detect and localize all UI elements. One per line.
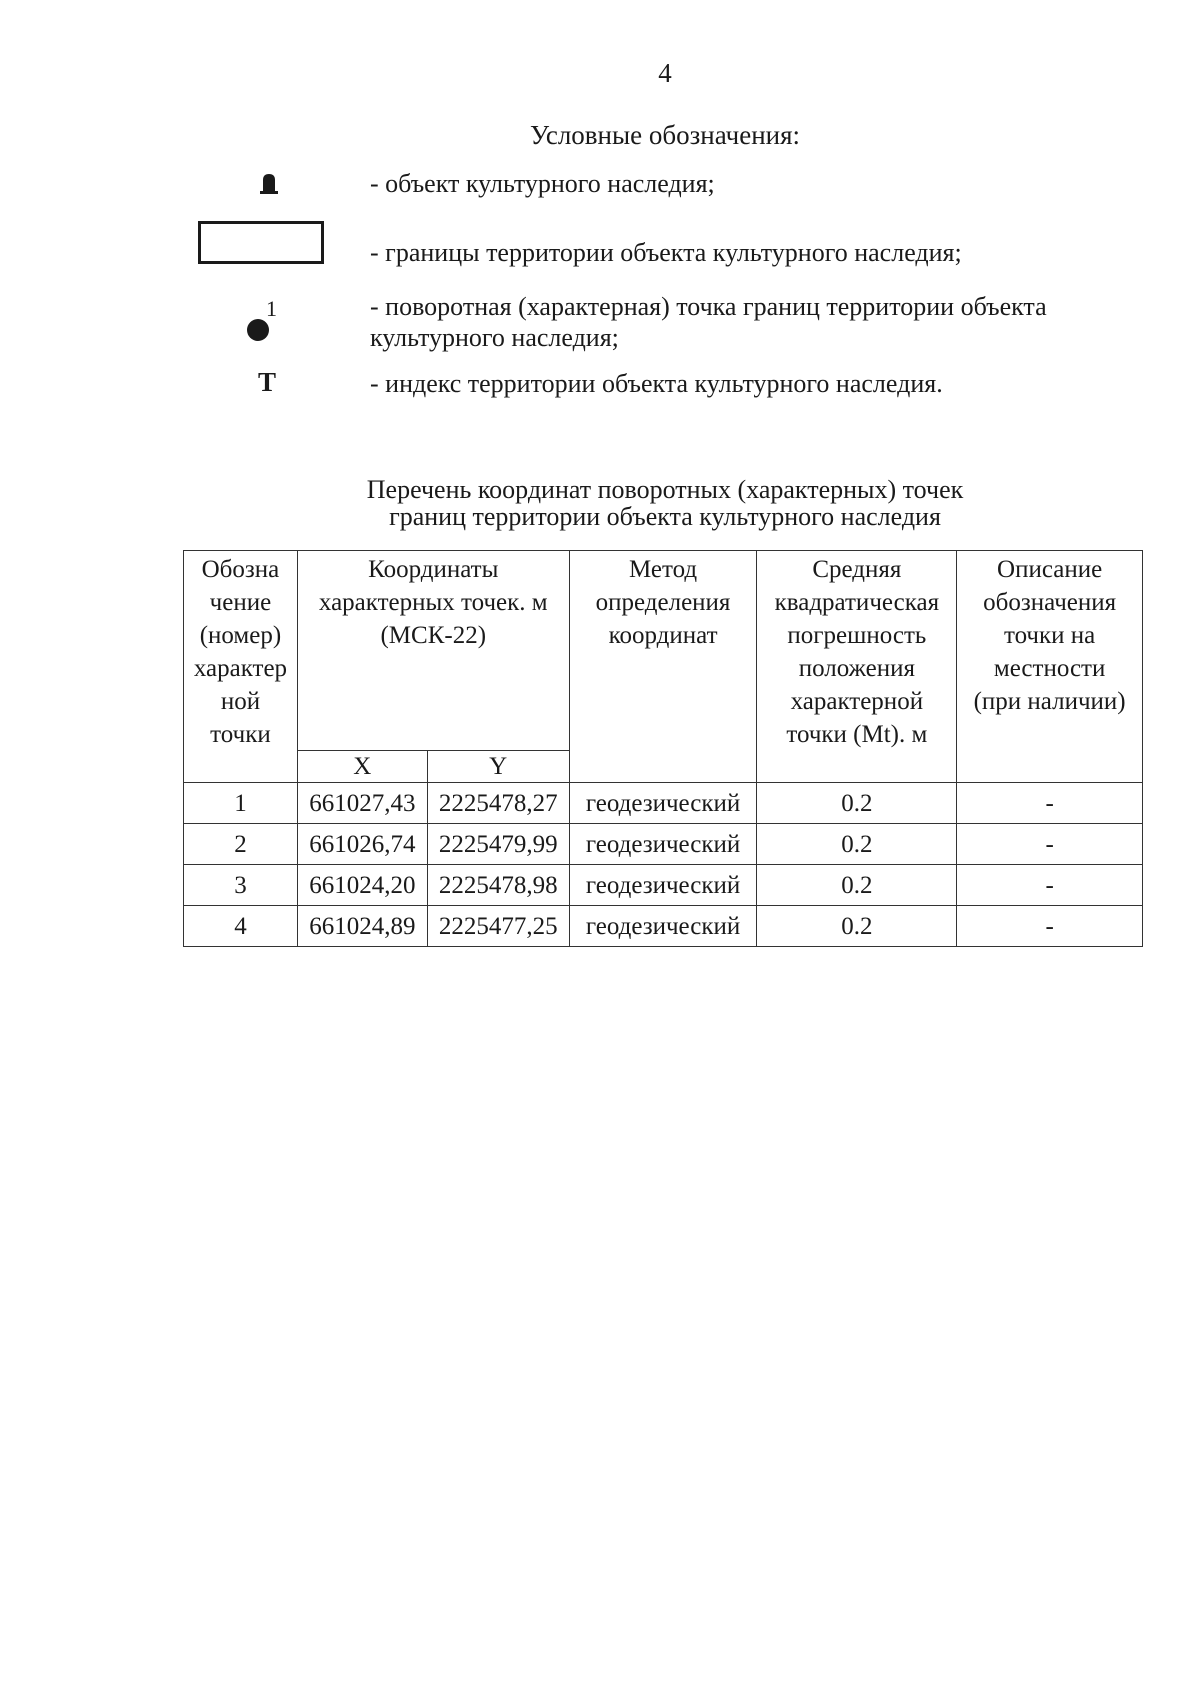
turning-point-icon <box>246 299 278 343</box>
index-letter-symbol: Т <box>258 367 277 397</box>
header-y: Y <box>427 751 569 783</box>
cell-description: - <box>957 865 1143 906</box>
legend-item-index: - индекс территории объекта культурного наследия. <box>370 369 943 398</box>
legend-item-monument: - объект культурного наследия; <box>370 169 715 198</box>
cell-method: геодезический <box>569 865 757 906</box>
cell-y: 2225478,98 <box>427 865 569 906</box>
cell-description: - <box>957 824 1143 865</box>
cell-method: геодезический <box>569 783 757 824</box>
legend-item-boundary: - границы территории объекта культурного наследия; <box>370 238 962 267</box>
header-x: X <box>297 751 427 783</box>
monument-icon <box>259 172 279 194</box>
turning-point-label: 1 <box>266 299 277 321</box>
cell-description: - <box>957 783 1143 824</box>
cell-y: 2225479,99 <box>427 824 569 865</box>
header-method: Метод определения координат <box>569 551 757 783</box>
table-title <box>0 476 1200 530</box>
cell-error: 0.2 <box>757 906 957 947</box>
cell-description: - <box>957 906 1143 947</box>
boundary-rectangle-icon <box>198 221 324 264</box>
table-title-line-2: границ территории объекта культурного наследия <box>389 502 941 531</box>
header-description: Описание обозначения точки на местности (при наличии) <box>957 551 1143 783</box>
header-designation: Обозна чение (номер) характер ной точки <box>184 551 298 783</box>
cell-method: геодезический <box>569 906 757 947</box>
header-coordinates: Координаты характерных точек. м (МСК-22) <box>297 551 569 751</box>
header-error: Средняя квадратическая погрешность положения характерной точки (Mt). м <box>757 551 957 783</box>
cell-y: 2225477,25 <box>427 906 569 947</box>
table-title-line-1: Перечень координат поворотных (характерных) точек <box>366 475 964 504</box>
table-row <box>184 865 1143 906</box>
cell-x: 661024,20 <box>297 865 427 906</box>
legend-title: Условные обозначения: <box>529 120 801 150</box>
cell-x: 661024,89 <box>297 906 427 947</box>
cell-y: 2225478,27 <box>427 783 569 824</box>
cell-x: 661026,74 <box>297 824 427 865</box>
cell-error: 0.2 <box>757 865 957 906</box>
legend-item-turning-point: - поворотная (характерная) точка границ территории объекта культурного наследия; <box>370 292 1047 352</box>
table-row <box>184 906 1143 947</box>
cell-method: геодезический <box>569 824 757 865</box>
cell-error: 0.2 <box>757 824 957 865</box>
cell-x: 661027,43 <box>297 783 427 824</box>
page-number: 4 <box>658 58 672 88</box>
cell-point-number: 3 <box>184 865 298 906</box>
table-row <box>184 783 1143 824</box>
coordinates-table <box>183 550 1143 947</box>
cell-point-number: 1 <box>184 783 298 824</box>
cell-point-number: 4 <box>184 906 298 947</box>
cell-error: 0.2 <box>757 783 957 824</box>
table-row <box>184 824 1143 865</box>
cell-point-number: 2 <box>184 824 298 865</box>
